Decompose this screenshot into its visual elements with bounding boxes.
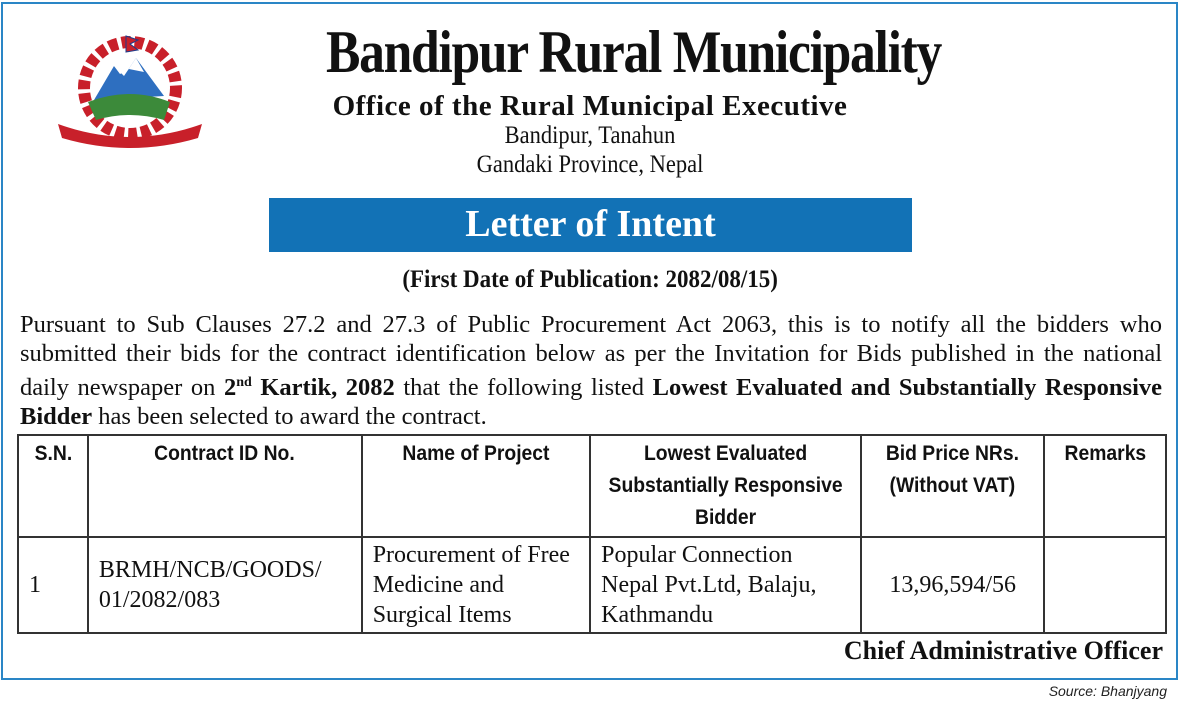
- col-header-sn: S.N.: [18, 435, 88, 537]
- para-text: that the following listed: [394, 374, 653, 402]
- cell-remarks: [1044, 537, 1166, 633]
- table-row: [18, 537, 1166, 633]
- col-header-contract-id: Contract ID No.: [88, 435, 362, 537]
- col-header-remarks: Remarks: [1044, 435, 1166, 537]
- publication-date: (First Date of Publication: 2082/08/15): [402, 266, 779, 293]
- signatory: Chief Administrative Officer: [843, 636, 1163, 665]
- municipality-title: Bandipur Rural Municipality: [325, 19, 942, 85]
- address-line-1: Bandipur, Tanahun: [504, 122, 676, 149]
- cell-contract-id: BRMH/NCB/GOODS/ 01/2082/083: [88, 537, 362, 633]
- bidder-phrase: Lowest Evaluated and Substantially Responsive Bidder: [20, 374, 1162, 431]
- cell-bidder: Popular Connection Nepal Pvt.Ltd, Balaju, Kathmandu: [590, 537, 861, 633]
- office-name: Office of the Rural Municipal Executive: [332, 90, 848, 122]
- col-header-project: Name of Project: [362, 435, 590, 537]
- cell-sn: 1: [18, 537, 88, 633]
- col-header-bidder: Lowest Evaluated Substantially Responsive Bidder: [590, 435, 861, 537]
- award-table: [17, 434, 1167, 634]
- notice-paragraph: [20, 310, 1162, 431]
- table-header-row: [18, 435, 1166, 537]
- source-credit: Source: Bhanjyang: [1048, 683, 1167, 699]
- address-line-2: Gandaki Province, Nepal: [476, 151, 704, 178]
- para-text: Pursuant to Sub Clauses 27.2 and 27.3 of Public Procurement Act 2063, this is to notify all the bidders who submitted their bids for the contract identification below as per the Invitation for Bids published in the national daily newspaper on: [20, 311, 1162, 402]
- cell-project: Procurement of Free Medicine and Surgical Items: [362, 537, 590, 633]
- col-header-bid-price: Bid Price NRs. (Without VAT): [861, 435, 1044, 537]
- newspaper-date: 2nd Kartik, 2082: [223, 374, 395, 402]
- letter-of-intent-banner: Letter of Intent: [269, 198, 912, 252]
- para-text: has been selected to award the contract.: [92, 403, 487, 431]
- cell-price: 13,96,594/56: [861, 537, 1044, 633]
